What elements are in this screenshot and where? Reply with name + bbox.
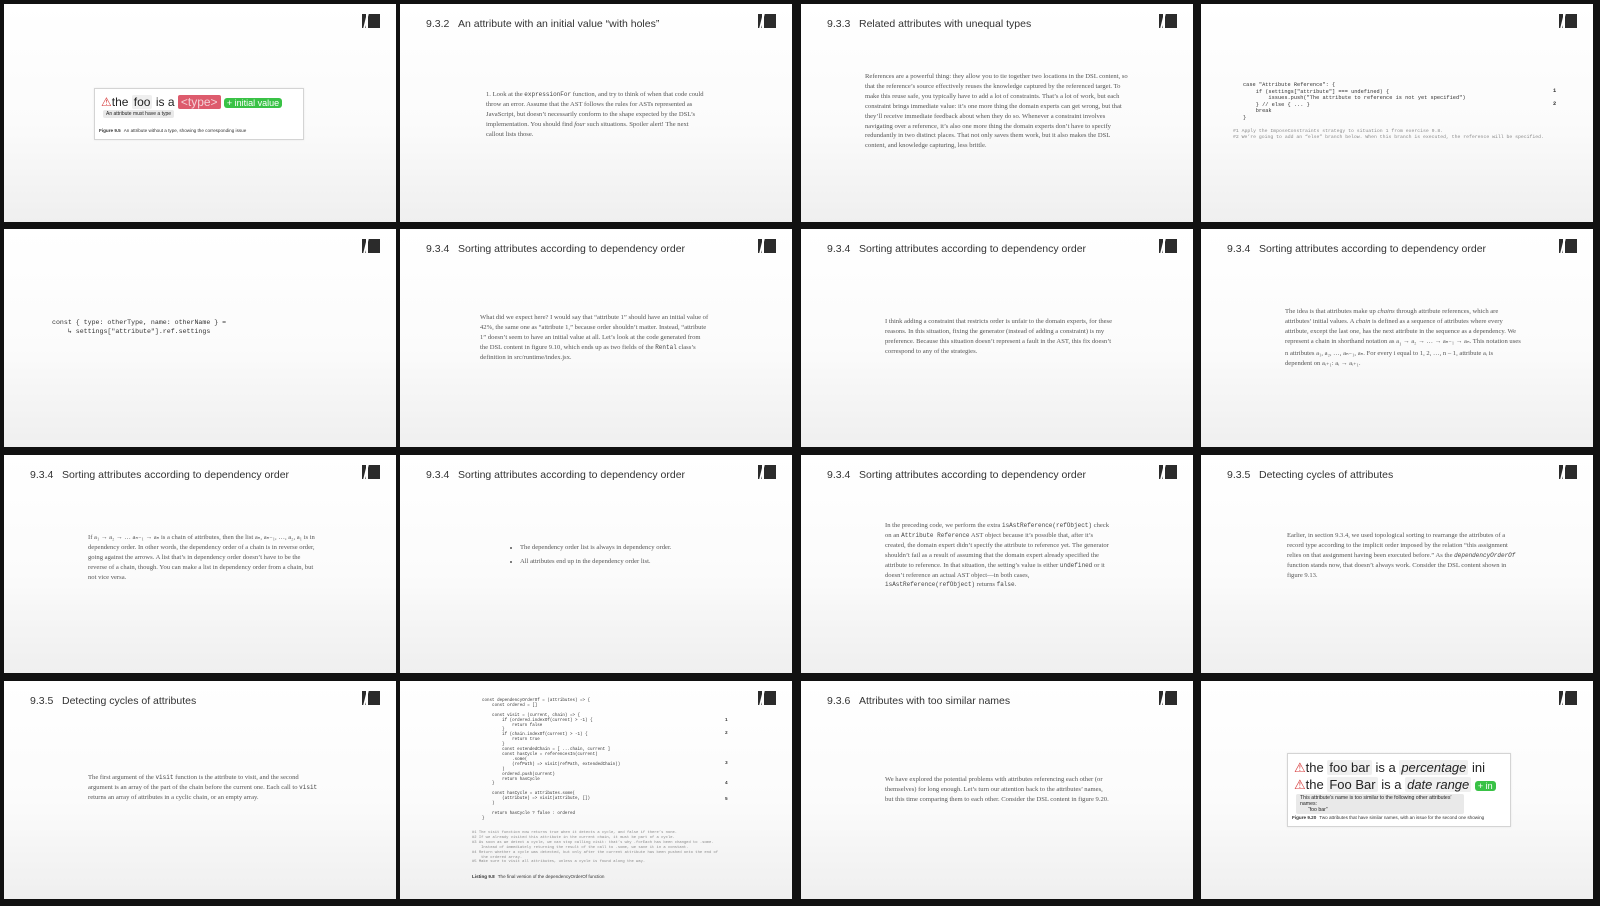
book-logo-icon: [1159, 239, 1177, 253]
issue-tooltip: An attribute must have a type: [103, 110, 174, 118]
annotation-marker-4: 4: [725, 781, 728, 786]
keyword-is-a: is a: [1381, 777, 1402, 792]
book-logo-icon: [1159, 691, 1177, 705]
book-logo-icon: [1159, 465, 1177, 479]
keyword-is-a: is a: [1375, 760, 1396, 775]
tooltip-name-list: “foo bar”: [1308, 807, 1328, 813]
section-title: 9.3.4 Sorting attributes according to dependency order: [827, 243, 1087, 255]
book-logo-icon: [758, 465, 776, 479]
paragraph: The first argument of the visit function is the attribute to visit, and the second argument is an array of the part of the chain before the current one. Each call to visit returns an array of attributes in a cyclic chain, or an empty array.: [88, 774, 318, 801]
slide-3: [801, 4, 1193, 222]
keyword-the: the: [1305, 760, 1324, 775]
attribute-name: Foo Bar: [1329, 777, 1376, 792]
section-title: 9.3.5 Detecting cycles of attributes: [1227, 469, 1394, 481]
keyword-is-a: is a: [155, 95, 175, 109]
figure-similar-names: [1287, 753, 1511, 827]
section-title: 9.3.3 Related attributes with unequal types: [827, 18, 1032, 30]
paragraph: References are a powerful thing: they allow you to tie together two locations in the DSL content, so that the reference’s source effectively reuses the knowledge captured by the referenced target. To make this reuse safe, you typically have to add a lot of constraints. That’s a lot of work, but each constraint brings immediate value: it’s one more thing the domain experts can get wrong, but that they’ll receive immediate feedback about when they do so. Whenever a constraint involves navigating over a reference, it’s also one more thing the domain experts don’t have to specify redundantly in two distinct places. That not only saves them work, but it also makes the DSL content, and knowledge capturing, less brittle.: [865, 73, 1128, 150]
slide-5: [4, 229, 396, 447]
annotation-marker-3: 3: [725, 761, 728, 766]
annotation-notes: #1 The visit function now returns true when it detects a cycle, and false if there’s none. #2 If we already visited this attribute in the current chain, it must be part of a cycle. #3 As soon as we detect a cycle, we can stop calling visit: that’s why .forEach has been changed to .some. Instead of immediately returning the result of the call to .some, we save it in a constant. #4 Return whether a cycle was detected, but only after the current attribute has been pushed onto the end of the ordered array. #5 Make sure to visit all attributes, unless a cycle is found along the way.: [472, 831, 719, 865]
code-listing: const dependencyOrderOf = (attributes) => { const ordered = [] const visit = (current, chain) => { if (ordered.indexOf(current) > -1) { return false } if (chain.indexOf(current) > -1) { return true } const extendedChain = [ ...chain, current ] const hasCycle = referencesIn(current) .some( (refPath) => visit(refPath, extendedChain)) ) ordered.push(current) return hasCycle } const hasCycle = attributes.some( (attribute) => visit(attribute, []) ) return hasCycle ? false : ordered }: [482, 699, 621, 821]
slide-15: [801, 681, 1193, 899]
book-logo-icon: [758, 14, 776, 28]
attribute-name: foo: [133, 95, 151, 109]
bullet-list: [510, 543, 730, 571]
paragraph: We have explored the potential problems with attributes referencing each other (or themselves) for long enough. Let’s turn our attention back to the attributes’ names, but this time comparing them to each other. Consider the DSL content in figure 9.20.: [885, 776, 1109, 803]
type-placeholder: <type>: [178, 95, 221, 109]
bullet-item: • All attributes end up in the dependency order list.: [520, 557, 730, 567]
annotation-marker-1: 1: [1553, 88, 1557, 94]
attribute-type: percentage: [1401, 760, 1467, 775]
paragraph: Earlier, in section 9.3.4, we used topological sorting to rearrange the attributes of a record type according to the implicit order imposed by the relation “this assignment relies on that assignment having been executed before.” As the dependencyOrderOf function stands now, that doesn’t always work. Consider the DSL content shown in figure 9.13.: [1287, 532, 1516, 579]
slide-7: [801, 229, 1193, 447]
slide-2: [400, 4, 792, 222]
warning-icon: ⚠: [1294, 777, 1306, 792]
keyword-the: the: [1305, 777, 1324, 792]
slide-4: [1201, 4, 1593, 222]
bullet-item: • The dependency order list is always in dependency order.: [520, 543, 730, 553]
section-title: 9.3.4 Sorting attributes according to dependency order: [827, 469, 1087, 481]
initial-value-button: + initial value: [224, 98, 282, 108]
initial-value-truncated: ini: [1472, 760, 1486, 775]
code-listing: case "Attribute Reference": { if (settings["attribute"] === undefined) { issues.push("The attribute to reference is not yet specified") } // else { ... } break }: [1243, 82, 1466, 121]
figure-caption: Figure 9.5 An attribute without a type, showing the corresponding issue: [99, 128, 247, 133]
annotation-marker-2: 2: [1553, 101, 1557, 107]
attribute-name: foo bar: [1329, 760, 1370, 775]
issue-tooltip: [1296, 794, 1464, 814]
slide-16: [1201, 681, 1593, 899]
book-logo-icon: [1559, 465, 1577, 479]
listing-caption: Listing 9.8 The final version of the dependencyOrderOf function: [472, 874, 605, 879]
attribute-line-1: [1294, 760, 1485, 776]
annotation-marker-5: 5: [725, 797, 728, 802]
slide-12: [1201, 455, 1593, 673]
attribute-line: [101, 95, 282, 109]
paragraph: If a₁ → a₂ → … aₙ₋₁ → aₙ is a chain of attributes, then the list aₙ, aₙ₋₁, …, a₂, a₁ is in dependency order. In other words, the dependency order of a chain is in reverse order, going against the arrows. A list that’s in dependency order doesn’t have to be the reverse of a chain, though. You can make a list in dependency order from a chain, but not vice versa.: [88, 534, 315, 581]
annotation-note-2: #2 We’re going to add an “else” branch below. When this branch is executed, the reference will be specified.: [1233, 135, 1544, 140]
slide-6: [400, 229, 792, 447]
slide-13: [4, 681, 396, 899]
section-title: 9.3.6 Attributes with too similar names: [827, 695, 1011, 707]
attribute-type: date range: [1407, 777, 1470, 792]
book-logo-icon: [758, 691, 776, 705]
paragraph: I think adding a constraint that restricts order is unfair to the domain experts, for these reasons. In this situation, fixing the generator (instead of adding a constraint) is my preference. Because this situation doesn’t represent a fault in the AST, this fix doesn’t correspond to any of the strategies.: [885, 318, 1113, 355]
section-title: 9.3.4 Sorting attributes according to dependency order: [426, 243, 686, 255]
book-logo-icon: [362, 14, 380, 28]
annotation-marker-1: 1: [725, 718, 728, 723]
tooltip-message: This attribute’s name is too similar to the following other attributes’ names:: [1300, 795, 1452, 807]
book-logo-icon: [362, 239, 380, 253]
book-logo-icon: [1559, 239, 1577, 253]
warning-icon: ⚠: [1294, 760, 1306, 775]
book-logo-icon: [1159, 14, 1177, 28]
slide-10: [400, 455, 792, 673]
slide-14: [400, 681, 792, 899]
code-snippet: const { type: otherType, name: otherName } = ↳ settings["attribute"].ref.settings: [52, 319, 227, 335]
annotation-note-1: #1 Apply the ImposeConstraints strategy to situation 1 from exercise 9.8.: [1233, 129, 1444, 134]
figure-caption: Figure 9.20 Two attributes that have similar names, with an issue for the second one showing: [1292, 815, 1485, 820]
section-title: 9.3.4 Sorting attributes according to dependency order: [1227, 243, 1487, 255]
book-logo-icon: [758, 239, 776, 253]
section-title: 9.3.2 An attribute with an initial value “with holes”: [426, 18, 660, 30]
slide-1: [4, 4, 396, 222]
keyword-the: the: [111, 95, 129, 109]
section-title: 9.3.4 Sorting attributes according to dependency order: [30, 469, 290, 481]
paragraph: The idea is that attributes make up chains through attribute references, which are attributes’ initial values. A chain is defined as a sequence of attributes where every attribute, except the last one, has the next attribute in the sequence as a dependency. We represent a chain in shorthand notation as $a_1 \to a_2$ → … → aₙ₋₁ → aₙ. This notation uses n attributes a₁, a₂, …, aₙ₋₁, aₙ. For every i equal to 1, 2, …, n – 1, attribute aᵢ is dependent on aᵢ₊₁: aᵢ → aᵢ₊₁.: [1285, 308, 1521, 367]
slide-9: [4, 455, 396, 673]
book-logo-icon: [1559, 691, 1577, 705]
warning-icon: ⚠: [101, 95, 112, 109]
paragraph: In the preceding code, we perform the extra isAstReference(refObject) check on an Attribute Reference AST object because it’s possible that, after it’s created, the domain expert didn’t specify the attribute to reference yet. The generator shouldn’t fail as a result of assuming that the domain expert already specified the attribute to reference. In that situation, the setting’s value is either undefined or it doesn’t reference an actual AST object—in both cases, isAstReference(refObject) returns false.: [885, 522, 1110, 589]
section-title: 9.3.5 Detecting cycles of attributes: [30, 695, 197, 707]
exercise-text: 1. Look at the expressionFor function, and try to think of when that code could throw an error. Assume that the AST follows the rules for ASTs represented as JavaScript, but doesn’t necessarily conform to the shape expected by the DSL’s implementation. You should find four such situations. Spoiler alert! The next callout lists those.: [486, 91, 704, 138]
slide-8: [1201, 229, 1593, 447]
figure-attribute-without-type: [94, 88, 304, 140]
book-logo-icon: [1559, 14, 1577, 28]
section-title: 9.3.4 Sorting attributes according to dependency order: [426, 469, 686, 481]
slide-11: [801, 455, 1193, 673]
attribute-line-2: [1294, 777, 1496, 793]
book-logo-icon: [362, 691, 380, 705]
initial-value-button: + in: [1475, 781, 1496, 791]
book-logo-icon: [362, 465, 380, 479]
annotation-marker-2: 2: [725, 731, 728, 736]
paragraph: What did we expect here? I would say that “attribute 1” should have an initial value of 42%, the same one as “attribute 1,” because order shouldn’t matter. Instead, “attribute 1” doesn’t seem to have an initial value at all. Let’s look at the code generated from the DSL content in figure 9.10, which ends up as two fields of the Rental class’s definition in src/runtime/index.jsx.: [480, 314, 709, 361]
